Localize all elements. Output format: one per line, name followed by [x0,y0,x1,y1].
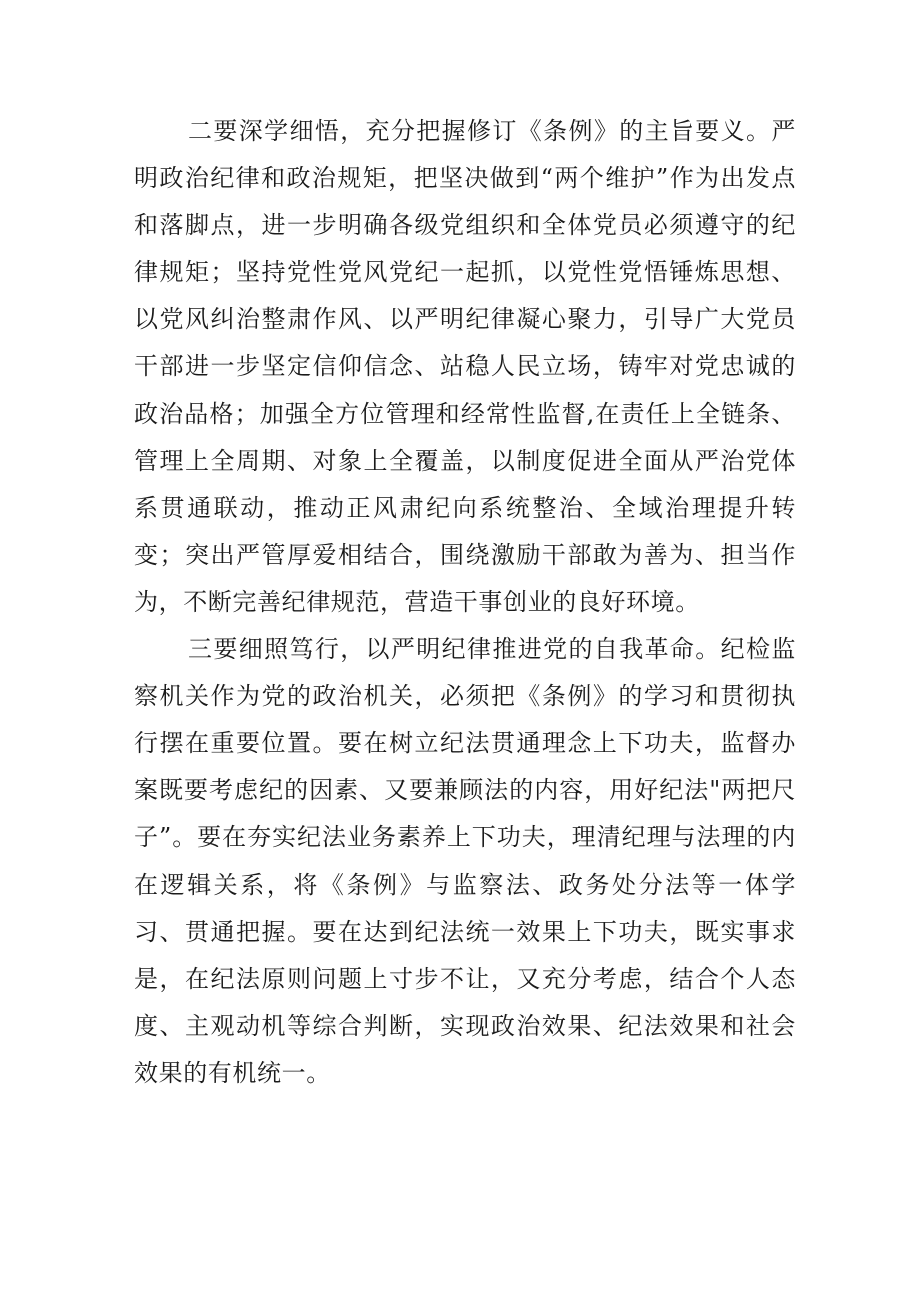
paragraph-2: 三要细照笃行，以严明纪律推进党的自我革命。纪检监察机关作为党的政治机关，必须把《条例》的学习和贯彻执行摆在重要位置。要在树立纪法贯通理念上下功夫，监督办案既要考虑纪的因素、又要兼顾法的内容，用好纪法"两把尺子”。要在夯实纪法业务素养上下功夫，理清纪理与法理的内在逻辑关系，将《条例》与监察法、政务处分法等一体学习、贯通把握。要在达到纪法统一效果上下功夫，既实事求是，在纪法原则问题上寸步不让，又充分考虑，结合个人态度、主观动机等综合判断，实现政治效果、纪法效果和社会效果的有机统一。 [134,635,796,1087]
document-body [134,108,796,1097]
paragraph-1: 二要深学细悟，充分把握修订《条例》的主旨要义。严明政治纪律和政治规矩，把坚决做到“两个维护”作为出发点和落脚点，进一步明确各级党组织和全体党员必须遵守的纪律规矩；坚持党性党风党纪一起抓，以党性党悟锤炼思想、以党风纠治整肃作风、以严明纪律凝心聚力，引导广大党员干部进一步坚定信仰信念、站稳人民立场，铸牢对党忠诚的政治品格；加强全方位管理和经常性监督,在责任上全链条、管理上全周期、对象上全覆盖，以制度促进全面从严治党体系贯通联动，推动正风肃纪向系统整治、全域治理提升转变；突出严管厚爱相结合，围绕激励干部敢为善为、担当作为，不断完善纪律规范，营造干事创业的良好环境。 [134,117,796,616]
